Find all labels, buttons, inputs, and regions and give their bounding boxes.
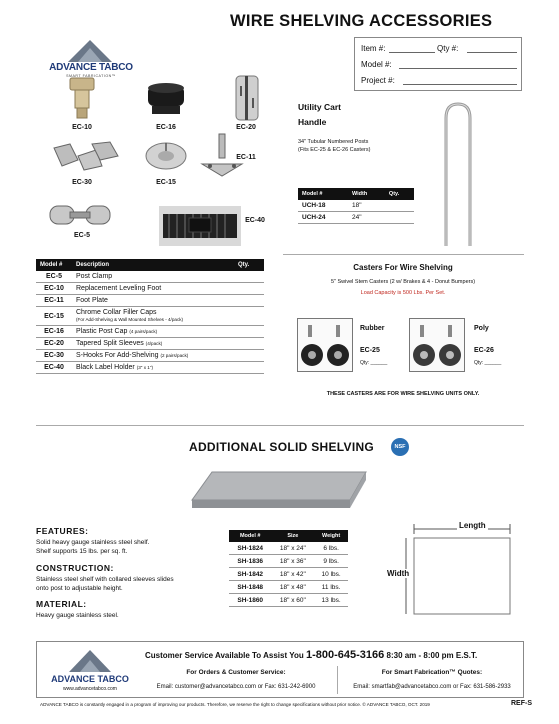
- casters-title: Casters For Wire Shelving: [353, 263, 453, 272]
- ec40-label: EC-40: [245, 217, 265, 224]
- handle-table: Model # Width Qty. UCH-18 18" UCH-24 24": [298, 188, 414, 224]
- rubber-model: EC-25: [360, 347, 380, 354]
- table-row: EC-30 S-Hooks For Add-Shelving (2 pairs/pack): [36, 350, 264, 362]
- rubber-label: Rubber: [360, 325, 385, 332]
- item-label: Item #:: [361, 44, 386, 53]
- item-field[interactable]: [389, 52, 435, 53]
- ec20-image: [230, 74, 264, 122]
- orders-contact: For Orders & Customer Service: Email: customer@advancetabco.com or Fax: 631-242-6900: [156, 669, 316, 690]
- project-field[interactable]: [403, 84, 517, 85]
- item-info-box: [354, 37, 522, 91]
- ec16-image: [144, 80, 188, 116]
- table-row: EC-40 Black Label Holder (3" x 1"): [36, 362, 264, 374]
- ec10-label: EC-10: [72, 124, 92, 131]
- qty-label: Qty #:: [437, 44, 459, 53]
- table-row: SH-1836 18" x 36" 9 lbs.: [229, 555, 348, 568]
- solid-shelving-table: Model # Size Weight SH-1824 18" x 24" 6 lbs. SH-1836 18" x 36" 9 lbs. SH-1842 18" x 42" 10 lbs. SH-1848 18" x 48" 11 lbs. SH-1860 18" x 60" 13 lbs.: [229, 530, 348, 607]
- divider: [283, 254, 524, 255]
- footer-box: [36, 641, 524, 698]
- table-row: EC-11 Foot Plate: [36, 295, 264, 307]
- col-qty: Qty.: [234, 259, 264, 271]
- casters-capacity: Load Capacity is 500 Lbs. Per Set.: [360, 290, 446, 296]
- table-row: UCH-24 24": [298, 212, 414, 224]
- construction-text: Stainless steel shelf with collared sleeves slides onto post to adjustable height.: [36, 576, 174, 592]
- rubber-qty[interactable]: Qty: ______: [360, 360, 388, 366]
- ec15-image: [144, 140, 188, 174]
- logo-subtext: SMART FABRICATION™: [66, 74, 116, 78]
- customer-service-line: Customer Service Available To Assist You 1-800-645-3166 8:30 am - 8:00 pm E.S.T.: [145, 649, 478, 661]
- table-row: SH-1842 18" x 42" 10 lbs.: [229, 568, 348, 581]
- ec16-label: EC-16: [156, 124, 176, 131]
- project-label: Project #:: [361, 76, 395, 85]
- casters-note: THESE CASTERS ARE FOR WIRE SHELVING UNITS ONLY.: [326, 391, 480, 397]
- length-label: Length: [459, 521, 486, 530]
- table-row: UCH-18 18": [298, 200, 414, 212]
- ec20-label: EC-20: [236, 124, 256, 131]
- logo-text: ADVANCE TABCO: [49, 62, 133, 73]
- poly-model: EC-26: [474, 347, 494, 354]
- features-text: Solid heavy gauge stainless steel shelf. Shelf supports 15 lbs. per sq. ft.: [36, 539, 150, 555]
- ec30-label: EC-30: [72, 179, 92, 186]
- col-description: Description: [72, 259, 234, 271]
- ec40-image: [159, 206, 241, 246]
- model-label: Model #:: [361, 60, 392, 69]
- footer-logo: [45, 646, 135, 686]
- table-row: EC-10 Replacement Leveling Foot: [36, 283, 264, 295]
- table-row: SH-1860 18" x 60" 13 lbs.: [229, 594, 348, 607]
- fine-print: ADVANCE TABCO is constantly engaged in a program of improving our products. Therefore, we reserve the right to change specifications without prior notice. © ADVANCE TABCO, OCT. 2019: [40, 702, 430, 707]
- ec10-image: [64, 76, 100, 122]
- poly-qty[interactable]: Qty: ______: [474, 360, 502, 366]
- ec30-image: [48, 138, 122, 174]
- ec5-label: EC-5: [74, 232, 90, 239]
- features-heading: FEATURES:: [36, 526, 89, 536]
- cart-handle-image: [436, 98, 480, 248]
- table-row: SH-1824 18" x 24" 6 lbs.: [229, 542, 348, 555]
- nsf-badge: NSF: [391, 438, 409, 456]
- handle-title: Utility Cart Handle: [298, 102, 341, 127]
- table-row: EC-15 Chrome Collar Filler Caps (For Add-Shelving & Wall Mounted Shelves - 4/pack): [36, 307, 264, 326]
- construction-heading: CONSTRUCTION:: [36, 563, 114, 573]
- table-row: EC-20 Tapered Split Sleeves (4/pack): [36, 338, 264, 350]
- casters-subtitle: 5" Swivel Stem Casters (2 w/ Brakes & 4 - Donut Bumpers): [330, 279, 476, 285]
- smartfab-contact: For Smart Fabrication™ Quotes: Email: smartfab@advancetabco.com or Fax: 631-586-2933: [353, 669, 511, 690]
- table-row: SH-1848 18" x 48" 11 lbs.: [229, 581, 348, 594]
- divider: [337, 666, 338, 694]
- solid-shelf-image: [190, 470, 370, 512]
- width-label: Width: [387, 569, 410, 578]
- table-row: EC-16 Plastic Post Cap (4 pairs/pack): [36, 326, 264, 338]
- ec15-label: EC-15: [156, 179, 176, 186]
- divider: [36, 425, 524, 426]
- poly-caster-image: [409, 318, 465, 372]
- material-text: Heavy gauge stainless steel.: [36, 612, 119, 619]
- poly-label: Poly: [474, 325, 489, 332]
- ec5-image: [44, 200, 116, 230]
- model-field[interactable]: [399, 68, 517, 69]
- qty-field[interactable]: [467, 52, 517, 53]
- website: www.advancetabco.com: [63, 686, 117, 692]
- page-title: WIRE SHELVING ACCESSORIES: [230, 12, 493, 30]
- accessories-table: [36, 259, 264, 374]
- reference-code: REF-S: [511, 700, 532, 707]
- material-heading: MATERIAL:: [36, 599, 87, 609]
- table-row: EC-5 Post Clamp: [36, 271, 264, 283]
- handle-note: 34" Tubular Numbered Posts (Fits EC-25 & EC-26 Casters): [298, 139, 371, 153]
- rubber-caster-image: [297, 318, 353, 372]
- ec11-label: EC-11: [236, 154, 256, 161]
- company-logo: [38, 40, 144, 80]
- solid-shelving-title: ADDITIONAL SOLID SHELVING: [189, 440, 375, 454]
- col-model: Model #: [36, 259, 72, 271]
- svg-text:ADVANCE TABCO: ADVANCE TABCO: [51, 674, 129, 684]
